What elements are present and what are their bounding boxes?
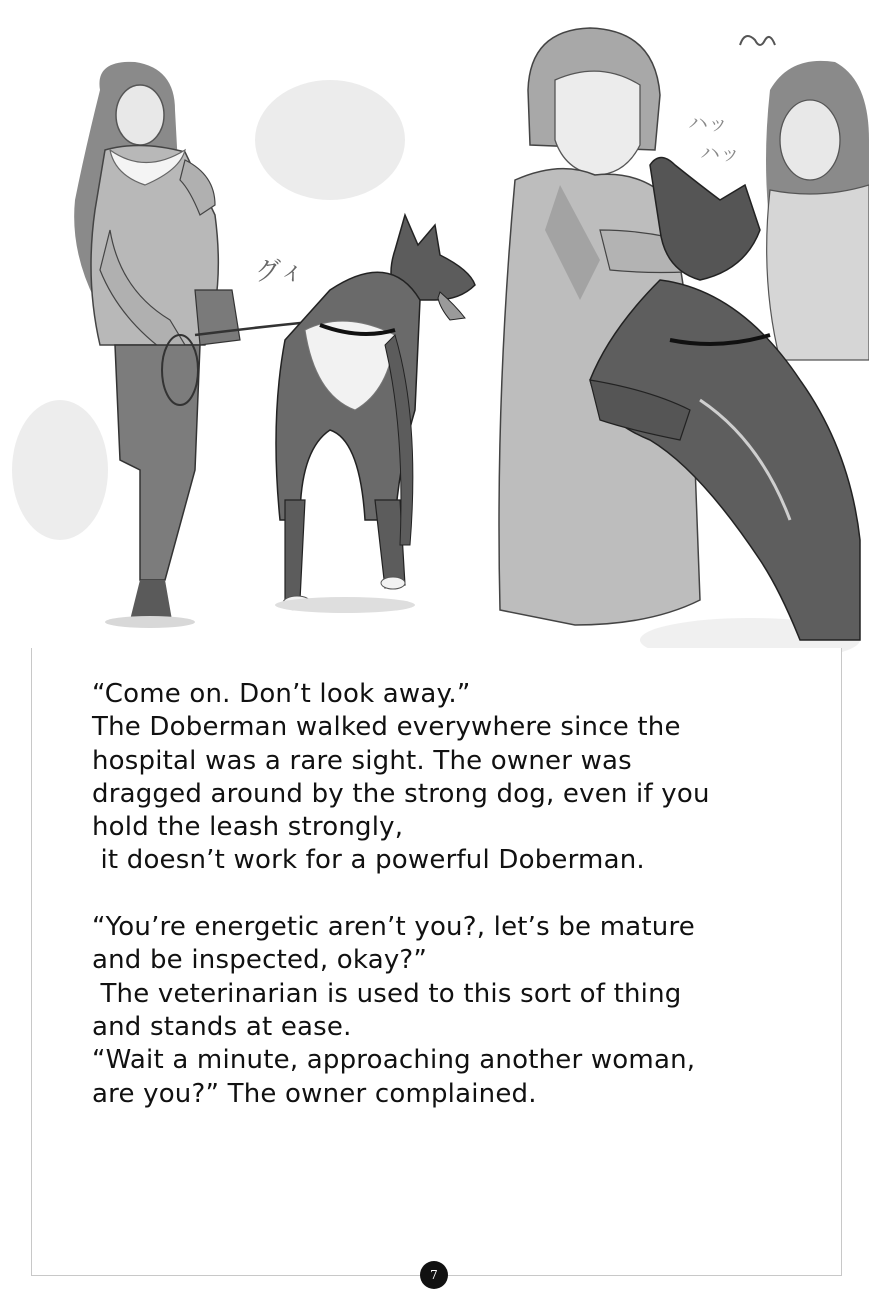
sound-effect: ハッ: [700, 141, 740, 165]
story-line: “Come on. Don’t look away.”: [92, 679, 471, 709]
page-number-badge: 7: [420, 1261, 448, 1289]
story-line: and stands at ease.: [92, 1011, 352, 1042]
doberman-left: [276, 215, 475, 610]
story-line: The Doberman walked everywhere since the: [92, 712, 681, 743]
story-line: it doesn’t work for a powerful Doberman.: [92, 845, 645, 876]
story-line: are you?” The owner complained.: [92, 1078, 537, 1109]
owner-figure: [74, 62, 240, 620]
ground-shadow: [105, 616, 195, 628]
story-line: hold the leash strongly,: [92, 812, 404, 843]
owner-figure-right: [740, 36, 869, 360]
story-line: The veterinarian is used to this sort of thing: [92, 978, 682, 1009]
story-line: [92, 878, 792, 911]
story-line: dragged around by the strong dog, even if you: [92, 778, 710, 809]
sound-effect: グィ: [255, 257, 305, 287]
story-text: [92, 678, 792, 1111]
story-line: “You’re energetic aren’t you?, let’s be mature: [92, 912, 695, 943]
story-line: “Wait a minute, approaching another woman,: [92, 1045, 696, 1076]
story-line: and be inspected, okay?”: [92, 945, 428, 976]
sound-effect: ハッ: [688, 111, 728, 135]
ground-shadow: [275, 597, 415, 613]
story-line: hospital was a rare sight. The owner was: [92, 745, 632, 776]
